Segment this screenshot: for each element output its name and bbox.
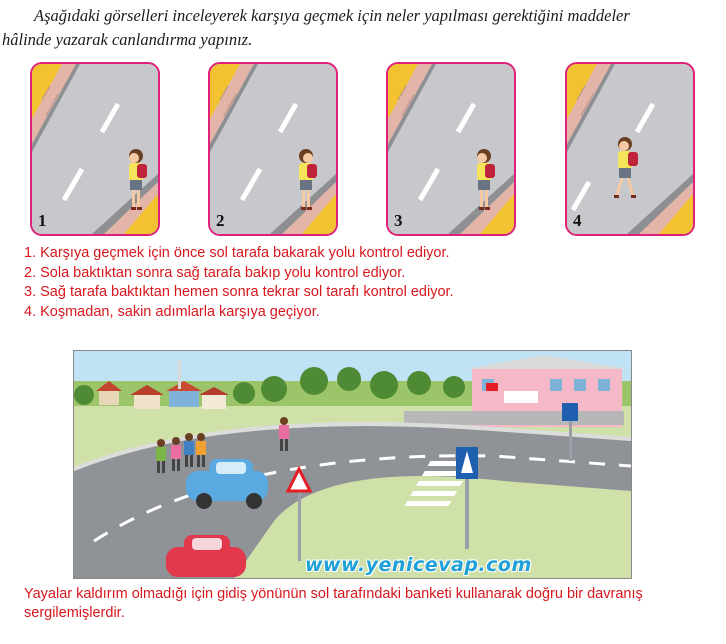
- panel-number: 3: [394, 211, 403, 230]
- illustration-panel-1: [30, 62, 160, 236]
- illustration-panel-3: [386, 62, 516, 236]
- answer-item-2: 2. Sola baktıktan sonra sağ tarafa bakıp yolu kontrol ediyor.: [24, 264, 406, 281]
- panel-number: 2: [216, 211, 225, 230]
- panel-number: 1: [38, 211, 47, 230]
- conclusion-text: Yayalar kaldırım olmadığı için gidiş yönünün sol tarafındaki banketi kullanarak doğru bir davranış sergilemişlerdir.: [24, 586, 643, 621]
- street-girl-looking-right-illustration: [210, 64, 336, 234]
- instruction-line-1: Aşağıdaki görselleri inceleyerek karşıya geçmek için neler yapılması gerektiğini maddeler: [34, 6, 630, 25]
- illustration-panel-4: [565, 62, 695, 236]
- answer-item-1: 1. Karşıya geçmek için önce sol tarafa bakarak yolu kontrol ediyor.: [24, 245, 450, 261]
- answer-item-4: 4. Koşmadan, sakin adımlarla karşıya geçiyor.: [24, 303, 320, 320]
- illustration-panel-2: [208, 62, 338, 236]
- watermark-text: www.yenicevap.com: [305, 554, 532, 576]
- instruction-line-2: hâlinde yazarak canlandırma yapınız.: [2, 30, 253, 49]
- street-girl-looking-left-illustration: [32, 64, 158, 234]
- girl-crossing-street-illustration: [567, 64, 693, 234]
- road-scene-illustration: [73, 350, 632, 579]
- answer-list: [24, 244, 454, 322]
- street-girl-looking-left-again-illustration: [388, 64, 514, 234]
- village-road-scene: [74, 351, 631, 578]
- answer-item-3: 3. Sağ tarafa baktıktan hemen sonra tekrar sol tarafı kontrol ediyor.: [24, 284, 454, 300]
- instruction-text: [0, 4, 726, 52]
- panel-number: 4: [573, 211, 582, 230]
